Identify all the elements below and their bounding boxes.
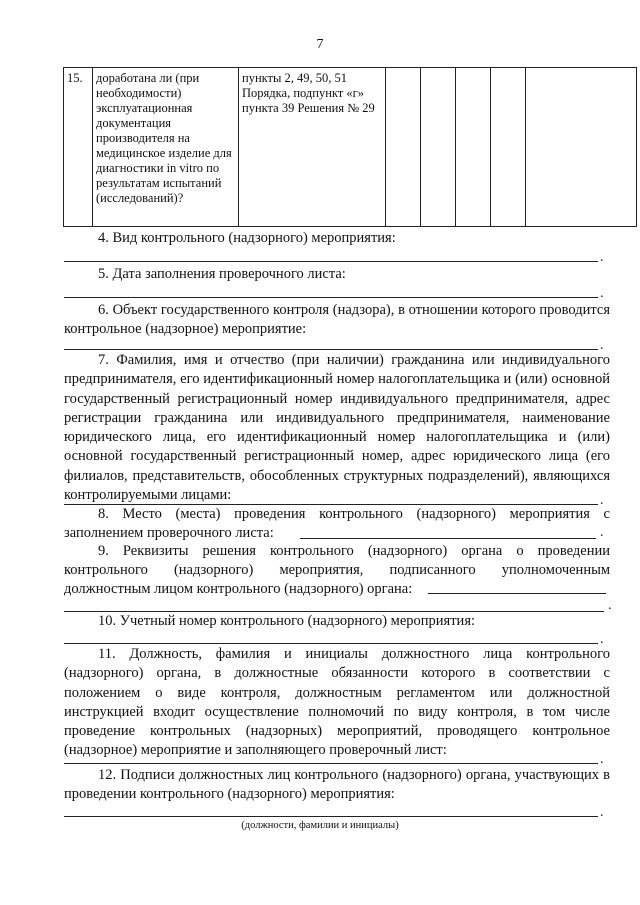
section-8-fill-line[interactable] bbox=[300, 538, 596, 539]
section-12-fill-line[interactable] bbox=[64, 816, 598, 817]
answer-cell-extra[interactable] bbox=[491, 68, 526, 227]
section-12-label: 12. Подписи должностных лиц контрольного (надзорного) органа, участвующих в проведении контрольного (надзорного) мероприятия: bbox=[64, 767, 610, 803]
answer-cell-no[interactable] bbox=[421, 68, 456, 227]
section-7-label: 7. Фамилия, имя и отчество (при наличии) гражданина или индивидуального предпринимателя, его идентификационный номер налогоплательщика и (или) основной государственный регистрационный номер индивидуального предпринимателя, адрес регистрации гражданина или индивидуального предпринимателя, наименование юридического лица, его идентификационный номер налогоплательщика и (или) основной государственный регистрационный номер, адрес юридического лица (его филиалов, представительств, обособленных структурных подразделений), являющихся контролируемыми лицами: bbox=[64, 352, 610, 504]
row-number: 15. bbox=[64, 68, 93, 227]
signature-caption: (должности, фамилии и инициалы) bbox=[241, 820, 399, 831]
section-9-label: 9. Реквизиты решения контрольного (надзорного) органа о проведении контрольного (надзорного) мероприятия, подписанного уполномоченным bbox=[64, 543, 610, 579]
section-11-label: 11. Должность, фамилия и инициалы должностного лица контрольного (надзорного) органа, в должностные обязанности которого в соответствии с положением о виде контроля, должностным регламентом или должностной инструкцией входит осуществление полномочий по виду контроля, в том числе проведение контрольных (надзорных) мероприятий, проводящего контрольное (надзорное) мероприятие и заполняющего проверочный лист: bbox=[64, 646, 610, 759]
note-cell[interactable] bbox=[526, 68, 637, 227]
line-end-mark: . bbox=[600, 752, 604, 767]
section-5-label: 5. Дата заполнения проверочного листа: bbox=[98, 266, 346, 282]
line-end-mark: . bbox=[600, 286, 604, 301]
line-end-mark: . bbox=[600, 250, 604, 265]
line-end-mark: . bbox=[600, 805, 604, 820]
section-9-label-end: должностным лицом контрольного (надзорного) органа: bbox=[64, 581, 413, 597]
section-10-fill-line[interactable] bbox=[64, 643, 598, 644]
section-5-fill-line[interactable] bbox=[64, 297, 598, 298]
row-question: доработана ли (при необходимости) эксплуатационная документация производителя на медицинское изделие для диагностики in vitro по результатам испытаний (исследований)? bbox=[93, 68, 239, 227]
section-6-label: 6. Объект государственного контроля (надзора), в отношении которого проводится контрольное (надзорное) мероприятие: bbox=[64, 302, 610, 338]
line-end-mark: . bbox=[608, 598, 612, 613]
answer-cell-na[interactable] bbox=[456, 68, 491, 227]
section-8-label: 8. Место (места) проведения контрольного (надзорного) мероприятия с заполнением проверочного листа: bbox=[64, 506, 610, 542]
section-6-fill-line[interactable] bbox=[64, 349, 598, 350]
table-row bbox=[64, 68, 637, 227]
checklist-table bbox=[63, 67, 637, 227]
page-number: 7 bbox=[316, 37, 324, 52]
row-reference: пункты 2, 49, 50, 51 Порядка, подпункт «г» пункта 39 Решения № 29 bbox=[239, 68, 386, 227]
line-end-mark: . bbox=[600, 493, 604, 508]
line-end-mark: . bbox=[600, 525, 604, 540]
section-11-fill-line[interactable] bbox=[64, 763, 598, 764]
line-end-mark: . bbox=[600, 632, 604, 647]
section-9-inline-fill-line[interactable] bbox=[428, 593, 606, 594]
answer-cell-yes[interactable] bbox=[386, 68, 421, 227]
line-end-mark: . bbox=[600, 338, 604, 353]
section-10-label: 10. Учетный номер контрольного (надзорного) мероприятия: bbox=[98, 613, 476, 629]
section-4-label: 4. Вид контрольного (надзорного) мероприятия: bbox=[98, 230, 396, 246]
section-4-fill-line[interactable] bbox=[64, 261, 598, 262]
